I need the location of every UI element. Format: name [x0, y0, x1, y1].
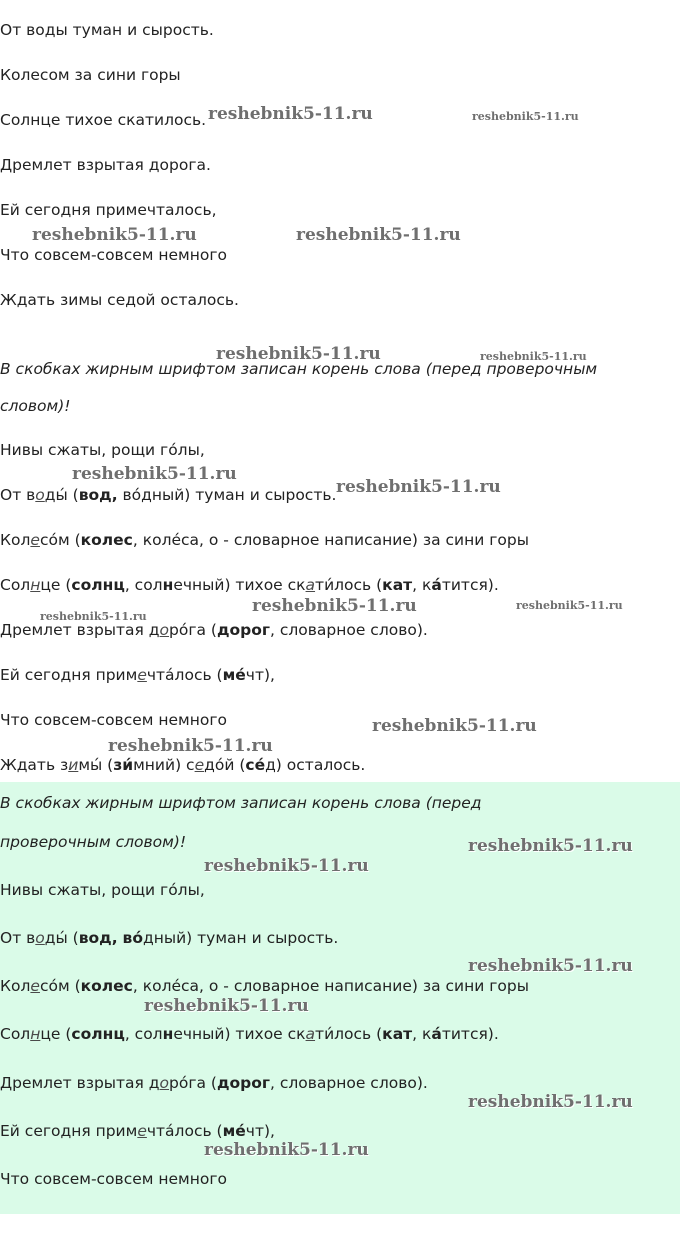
- highlighted-heading-line: проверочным словом)!: [0, 833, 187, 851]
- text-run: це (: [40, 1025, 72, 1043]
- root-bold: дорог: [216, 621, 270, 639]
- checked-vowel: е: [30, 531, 40, 549]
- analysis-heading-line: словом)!: [0, 397, 71, 415]
- checked-vowel: а: [305, 576, 316, 594]
- text-run: мы́ (: [78, 756, 114, 774]
- highlighted-heading-line: В скобках жирным шрифтом записан корень слова (перед: [0, 794, 482, 812]
- watermark: reshebnik5-11.ru: [372, 716, 537, 736]
- text-run: ды́ (: [44, 486, 79, 504]
- analysis-line: [0, 755, 365, 775]
- watermark: reshebnik5-11.ru: [480, 350, 587, 363]
- checked-vowel: и: [68, 756, 79, 774]
- poem-line: Колесом за сини горы: [0, 66, 181, 84]
- text-run: ти́лось (: [315, 1025, 383, 1043]
- text-run: , к: [412, 1025, 432, 1043]
- root-bold: се́: [245, 756, 266, 774]
- poem-line: Ждать зимы седой осталось.: [0, 291, 239, 309]
- text-run: со́м (: [39, 531, 81, 549]
- text-run: Ждать з: [0, 756, 69, 774]
- root-bold: солнц: [71, 1025, 125, 1043]
- text-run: Что совсем-совсем немного: [0, 711, 227, 729]
- checked-vowel: н: [30, 576, 41, 594]
- root-bold: дорог: [216, 1074, 270, 1092]
- text-run: Кол: [0, 977, 31, 995]
- text-run: ечный) тихое ск: [173, 1025, 306, 1043]
- analysis-line: [0, 440, 205, 460]
- highlighted-line: [0, 880, 205, 900]
- checked-vowel: е: [194, 756, 205, 774]
- text-run: дный) туман и сырость.: [143, 929, 339, 947]
- text-run: Ей сегодня прим: [0, 1122, 138, 1140]
- root-bold: зи́: [113, 756, 134, 774]
- text-run: д) осталось.: [265, 756, 366, 774]
- highlighted-line: [0, 1024, 499, 1044]
- watermark: reshebnik5-11.ru: [516, 599, 623, 612]
- text-run: Что совсем-совсем немного: [0, 1170, 227, 1188]
- root-bold: ме́: [222, 1122, 246, 1140]
- text-run: Сол: [0, 576, 31, 594]
- watermark: reshebnik5-11.ru: [204, 1140, 369, 1160]
- poem-line: Солнце тихое скатилось.: [0, 111, 207, 129]
- text-run: Дремлет взрытая д: [0, 621, 160, 639]
- root-bold: кат: [382, 1025, 413, 1043]
- text-run: ро́га (: [169, 621, 217, 639]
- analysis-line: [0, 710, 227, 730]
- poem-line: Что совсем-совсем немного: [0, 246, 227, 264]
- watermark: reshebnik5-11.ru: [216, 344, 381, 364]
- checked-vowel: н: [30, 1025, 41, 1043]
- text-run: чта́лось (: [146, 666, 223, 684]
- checked-vowel: е: [137, 1122, 147, 1140]
- text-run: Ей сегодня прим: [0, 666, 138, 684]
- text-run: , сол: [124, 576, 163, 594]
- text-run: тится).: [441, 1025, 499, 1043]
- text-run: до́й (: [204, 756, 246, 774]
- watermark: reshebnik5-11.ru: [204, 856, 369, 876]
- text-run: , коле́са, о - словарное написание) за сини горы: [132, 977, 529, 995]
- watermark: reshebnik5-11.ru: [72, 464, 237, 484]
- text-run: Дремлет взрытая д: [0, 1074, 160, 1092]
- text-run: ти́лось (: [315, 576, 383, 594]
- highlighted-line: [0, 1121, 275, 1141]
- watermark: reshebnik5-11.ru: [144, 996, 309, 1016]
- text-run: ро́га (: [169, 1074, 217, 1092]
- watermark: reshebnik5-11.ru: [468, 836, 633, 856]
- root-bold: во́: [122, 929, 143, 947]
- checked-vowel: о: [35, 929, 45, 947]
- text-run: , словарное слово).: [269, 621, 428, 639]
- analysis-line: [0, 575, 499, 595]
- watermark: reshebnik5-11.ru: [252, 596, 417, 616]
- checked-vowel: о: [35, 486, 45, 504]
- text-run: во́дный) туман и сырость.: [117, 486, 337, 504]
- watermark: reshebnik5-11.ru: [472, 110, 579, 123]
- text-run: чт),: [245, 666, 275, 684]
- poem-line: От воды туман и сырость.: [0, 21, 214, 39]
- text-run: це (: [40, 576, 72, 594]
- text-run: ды́ (: [44, 929, 79, 947]
- poem-line: Ей сегодня примечталось,: [0, 201, 217, 219]
- text-run: мний) с: [133, 756, 195, 774]
- text-run: Кол: [0, 531, 31, 549]
- root-bold: а́: [431, 1025, 442, 1043]
- watermark: reshebnik5-11.ru: [108, 736, 273, 756]
- checked-vowel: е: [137, 666, 147, 684]
- text-run: чта́лось (: [146, 1122, 223, 1140]
- analysis-line: [0, 530, 529, 550]
- root-bold: а́: [431, 576, 442, 594]
- watermark: reshebnik5-11.ru: [208, 104, 373, 124]
- highlighted-line: [0, 1073, 428, 1093]
- highlighted-line: [0, 976, 529, 996]
- root-bold: ме́: [222, 666, 246, 684]
- text-run: , словарное слово).: [269, 1074, 428, 1092]
- text-run: Нивы сжаты, рощи го́лы,: [0, 441, 205, 459]
- root-bold: кат: [382, 576, 413, 594]
- text-run: тится).: [441, 576, 499, 594]
- text-run: ечный) тихое ск: [173, 576, 306, 594]
- text-run: От в: [0, 486, 36, 504]
- highlighted-line: [0, 928, 338, 948]
- text-run: Нивы сжаты, рощи го́лы,: [0, 881, 205, 899]
- watermark: reshebnik5-11.ru: [468, 956, 633, 976]
- watermark: reshebnik5-11.ru: [336, 477, 501, 497]
- poem-line: Дремлет взрытая дорога.: [0, 156, 211, 174]
- text-run: , коле́са, о - словарное написание) за сини горы: [132, 531, 529, 549]
- checked-vowel: а: [305, 1025, 316, 1043]
- watermark: reshebnik5-11.ru: [40, 610, 147, 623]
- checked-vowel: о: [159, 621, 170, 639]
- root-bold: н: [162, 1025, 174, 1043]
- analysis-line: [0, 665, 275, 685]
- text-run: От в: [0, 929, 36, 947]
- root-bold: вод,: [78, 929, 118, 947]
- text-run: со́м (: [39, 977, 81, 995]
- checked-vowel: е: [30, 977, 40, 995]
- highlighted-line: [0, 1169, 227, 1189]
- analysis-heading-line: В скобках жирным шрифтом записан корень слова (перед проверочным: [0, 360, 598, 378]
- analysis-line: [0, 485, 336, 505]
- text-run: , к: [412, 576, 432, 594]
- checked-vowel: о: [159, 1074, 170, 1092]
- text-run: , сол: [124, 1025, 163, 1043]
- text-run: чт),: [245, 1122, 275, 1140]
- watermark: reshebnik5-11.ru: [468, 1092, 633, 1112]
- root-bold: солнц: [71, 576, 125, 594]
- root-bold: колес: [80, 977, 133, 995]
- root-bold: колес: [80, 531, 133, 549]
- root-bold: вод,: [78, 486, 118, 504]
- watermark: reshebnik5-11.ru: [32, 225, 197, 245]
- text-run: Сол: [0, 1025, 31, 1043]
- watermark: reshebnik5-11.ru: [296, 225, 461, 245]
- root-bold: н: [162, 576, 174, 594]
